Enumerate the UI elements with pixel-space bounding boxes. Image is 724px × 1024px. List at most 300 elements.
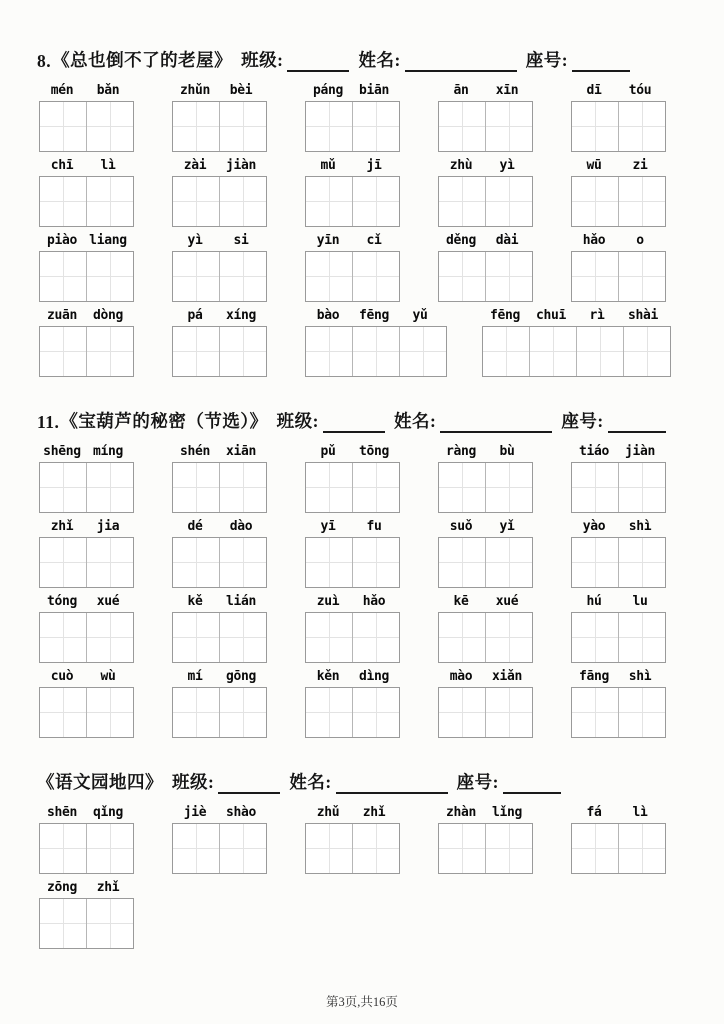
pinyin-label (39, 231, 134, 248)
writing-grid (172, 462, 267, 513)
pinyin-label (172, 592, 267, 609)
name-label: 姓名: (289, 772, 332, 792)
pinyin-syllable: jiàn (624, 444, 656, 459)
grid-cell (87, 327, 133, 376)
pinyin-label (305, 517, 400, 534)
grid-cell (530, 327, 577, 376)
writing-grid (172, 176, 267, 227)
grid-cell (353, 538, 399, 587)
word-item (305, 156, 400, 227)
seat-label: 座号: (525, 50, 569, 70)
grid-cell (173, 327, 220, 376)
pinyin-syllable: rì (589, 308, 605, 323)
grid-cell (353, 177, 399, 226)
pinyin-label (172, 803, 267, 820)
word-item (438, 592, 533, 663)
pinyin-syllable: dé (187, 519, 203, 534)
grid-cell (624, 327, 670, 376)
grid-cell (87, 463, 133, 512)
pinyin-label (39, 667, 134, 684)
pinyin-label (305, 231, 400, 248)
word-item (571, 81, 666, 152)
grid-cell (40, 613, 87, 662)
word-row (0, 81, 724, 156)
grid-cell (439, 613, 486, 662)
pinyin-syllable: yì (499, 158, 515, 173)
pinyin-syllable: jiàn (225, 158, 257, 173)
grid-cell (353, 824, 399, 873)
seat-blank (572, 55, 630, 72)
word-item (172, 306, 267, 377)
page-footer: 第3页,共16页 (326, 995, 398, 1009)
name-blank (405, 55, 517, 72)
writing-grid (571, 823, 666, 874)
grid-cell (619, 102, 665, 151)
word-item (39, 231, 134, 302)
pinyin-syllable: o (636, 233, 644, 248)
pinyin-label (571, 156, 666, 173)
class-blank (323, 416, 385, 433)
pinyin-syllable: piào (46, 233, 78, 248)
pinyin-syllable: yì (187, 233, 203, 248)
pinyin-syllable: tiáo (578, 444, 610, 459)
heading-field (561, 408, 665, 433)
word-row (0, 878, 724, 953)
section-heading (0, 407, 724, 433)
pinyin-label (305, 592, 400, 609)
writing-grid (482, 326, 671, 377)
grid-cell (306, 688, 353, 737)
pinyin-syllable: gōng (225, 669, 257, 684)
grid-cell (306, 252, 353, 301)
writing-grid (571, 612, 666, 663)
pinyin-syllable: wù (100, 669, 116, 684)
grid-cell (87, 824, 133, 873)
pinyin-syllable: lì (632, 805, 648, 820)
pinyin-label (571, 442, 666, 459)
pinyin-label (438, 442, 533, 459)
pinyin-syllable: yīn (316, 233, 340, 248)
pinyin-syllable: qǐng (92, 805, 124, 820)
grid-cell (173, 613, 220, 662)
heading-field (358, 47, 516, 72)
grid-cell (173, 463, 220, 512)
pinyin-syllable: lu (632, 594, 648, 609)
grid-cell (439, 824, 486, 873)
pinyin-label (438, 517, 533, 534)
grid-cell (306, 102, 353, 151)
pinyin-syllable: cǐ (366, 233, 382, 248)
pinyin-label (305, 442, 400, 459)
writing-grid (172, 101, 267, 152)
pinyin-syllable: tóng (46, 594, 78, 609)
pinyin-syllable: tóu (628, 83, 652, 98)
word-item (438, 156, 533, 227)
sections-container (0, 46, 724, 953)
pinyin-label (172, 517, 267, 534)
pinyin-label (39, 156, 134, 173)
pinyin-syllable: zuì (316, 594, 340, 609)
grid-cell (572, 252, 619, 301)
pinyin-syllable: xiǎn (491, 669, 523, 684)
pinyin-syllable: fá (586, 805, 602, 820)
pinyin-syllable: zhǐ (50, 519, 74, 534)
pinyin-label (39, 442, 134, 459)
pinyin-syllable: jī (366, 158, 382, 173)
grid-cell (577, 327, 624, 376)
grid-cell (306, 177, 353, 226)
word-item (571, 667, 666, 738)
pinyin-syllable: zōng (46, 880, 78, 895)
pinyin-label (438, 156, 533, 173)
pinyin-syllable: si (233, 233, 249, 248)
grid-cell (87, 613, 133, 662)
word-item (438, 81, 533, 152)
word-item (571, 231, 666, 302)
writing-grid (305, 101, 400, 152)
writing-grid (571, 462, 666, 513)
grid-cell (353, 613, 399, 662)
pinyin-syllable: lǐng (491, 805, 523, 820)
word-item (305, 592, 400, 663)
grid-cell (220, 102, 266, 151)
word-item (438, 517, 533, 588)
pinyin-syllable: shēng (43, 444, 81, 459)
word-item (39, 81, 134, 152)
worksheet-section (0, 46, 724, 381)
pinyin-syllable: shào (225, 805, 257, 820)
pinyin-syllable: wū (586, 158, 602, 173)
name-label: 姓名: (358, 50, 401, 70)
writing-grid (39, 612, 134, 663)
grid-cell (87, 177, 133, 226)
grid-cell (353, 252, 399, 301)
grid-cell (619, 252, 665, 301)
grid-cell (40, 538, 87, 587)
writing-grid (39, 823, 134, 874)
word-item (172, 667, 267, 738)
section-title: 《宝葫芦的秘密（节选）》 (60, 411, 268, 431)
heading-field (526, 47, 630, 72)
pinyin-syllable: jia (96, 519, 120, 534)
word-item (571, 442, 666, 513)
section-heading (0, 768, 724, 794)
pinyin-syllable: pǔ (320, 444, 336, 459)
pinyin-syllable: zhǐ (362, 805, 386, 820)
grid-cell (306, 613, 353, 662)
pinyin-syllable: dī (586, 83, 602, 98)
word-item (305, 667, 400, 738)
word-item (39, 667, 134, 738)
worksheet-section (0, 768, 724, 953)
word-item (172, 592, 267, 663)
pinyin-syllable: dài (495, 233, 519, 248)
pinyin-syllable: děng (445, 233, 477, 248)
pinyin-label (39, 81, 134, 98)
writing-grid (39, 326, 134, 377)
word-item (39, 442, 134, 513)
pinyin-label (172, 81, 267, 98)
grid-cell (619, 538, 665, 587)
grid-cell (220, 327, 266, 376)
pinyin-label (438, 803, 533, 820)
grid-cell (619, 463, 665, 512)
pinyin-label (39, 517, 134, 534)
pinyin-label (571, 803, 666, 820)
grid-cell (439, 463, 486, 512)
writing-grid (438, 612, 533, 663)
word-item (438, 442, 533, 513)
pinyin-label (438, 592, 533, 609)
writing-grid (39, 462, 134, 513)
grid-cell (483, 327, 530, 376)
pinyin-label (571, 592, 666, 609)
word-item (172, 81, 267, 152)
writing-grid (172, 687, 267, 738)
grid-cell (439, 102, 486, 151)
word-row (0, 803, 724, 878)
word-item (172, 517, 267, 588)
word-item (571, 156, 666, 227)
class-label: 班级: (241, 50, 284, 70)
pinyin-label (172, 442, 267, 459)
writing-grid (438, 823, 533, 874)
word-item (305, 306, 447, 377)
pinyin-label (172, 231, 267, 248)
heading-field (172, 769, 280, 794)
pinyin-syllable: mào (449, 669, 473, 684)
pinyin-label (39, 306, 134, 323)
pinyin-syllable: fu (366, 519, 382, 534)
grid-cell (619, 613, 665, 662)
pinyin-syllable: mí (187, 669, 203, 684)
word-row (0, 667, 724, 742)
writing-grid (305, 823, 400, 874)
class-blank (218, 777, 280, 794)
heading-field (277, 408, 385, 433)
writing-grid (39, 101, 134, 152)
writing-grid (305, 687, 400, 738)
pinyin-label (39, 803, 134, 820)
heading-field (457, 769, 561, 794)
heading-field (241, 47, 349, 72)
word-item (482, 306, 671, 377)
pinyin-syllable: zhǐ (96, 880, 120, 895)
pinyin-label (305, 803, 400, 820)
pinyin-label (305, 667, 400, 684)
writing-grid (571, 687, 666, 738)
pinyin-syllable: ràng (445, 444, 477, 459)
grid-cell (353, 102, 399, 151)
grid-cell (353, 463, 399, 512)
word-item (571, 592, 666, 663)
grid-cell (572, 824, 619, 873)
writing-grid (39, 537, 134, 588)
word-item (172, 442, 267, 513)
grid-cell (353, 688, 399, 737)
pinyin-syllable: hǎo (362, 594, 386, 609)
pinyin-syllable: cuò (50, 669, 74, 684)
class-label: 班级: (172, 772, 215, 792)
grid-cell (439, 252, 486, 301)
grid-cell (173, 102, 220, 151)
pinyin-label (438, 81, 533, 98)
grid-cell (220, 252, 266, 301)
grid-cell (220, 177, 266, 226)
pinyin-label (172, 156, 267, 173)
pinyin-syllable: dìng (358, 669, 390, 684)
grid-cell (486, 613, 532, 662)
grid-cell (306, 538, 353, 587)
writing-grid (438, 176, 533, 227)
pinyin-syllable: suǒ (449, 519, 473, 534)
pinyin-label (438, 667, 533, 684)
grid-cell (572, 688, 619, 737)
writing-grid (172, 326, 267, 377)
name-label: 姓名: (394, 411, 437, 431)
class-blank (287, 55, 349, 72)
grid-cell (173, 824, 220, 873)
pinyin-syllable: zhǔ (316, 805, 340, 820)
pinyin-syllable: fēng (489, 308, 521, 323)
pinyin-syllable: lì (100, 158, 116, 173)
writing-grid (39, 687, 134, 738)
grid-cell (40, 177, 87, 226)
pinyin-syllable: biān (358, 83, 390, 98)
grid-cell (87, 538, 133, 587)
word-item (39, 878, 134, 949)
writing-grid (305, 176, 400, 227)
grid-cell (486, 824, 532, 873)
pinyin-syllable: liang (89, 233, 127, 248)
word-item (39, 306, 134, 377)
grid-cell (306, 824, 353, 873)
pinyin-syllable: zuān (46, 308, 78, 323)
writing-grid (39, 898, 134, 949)
heading-field (394, 408, 552, 433)
writing-grid (305, 462, 400, 513)
word-row (0, 442, 724, 517)
word-row (0, 306, 724, 381)
writing-grid (571, 537, 666, 588)
section-heading (0, 46, 724, 72)
grid-cell (220, 688, 266, 737)
pinyin-syllable: zhàn (445, 805, 477, 820)
pinyin-label (172, 667, 267, 684)
grid-cell (87, 688, 133, 737)
writing-grid (438, 462, 533, 513)
pinyin-syllable: chuī (535, 308, 567, 323)
grid-cell (486, 102, 532, 151)
pinyin-syllable: fēng (358, 308, 390, 323)
grid-cell (306, 327, 353, 376)
seat-label: 座号: (561, 411, 604, 431)
writing-grid (438, 251, 533, 302)
pinyin-syllable: dào (229, 519, 253, 534)
worksheet-section (0, 407, 724, 742)
heading-field (289, 769, 447, 794)
word-item (571, 517, 666, 588)
grid-cell (40, 688, 87, 737)
pinyin-syllable: mén (50, 83, 74, 98)
pinyin-syllable: jiè (183, 805, 207, 820)
grid-cell (220, 613, 266, 662)
pinyin-syllable: pá (187, 308, 203, 323)
writing-grid (172, 251, 267, 302)
word-item (39, 156, 134, 227)
pinyin-syllable: chī (50, 158, 74, 173)
pinyin-syllable: shì (628, 669, 652, 684)
word-row (0, 231, 724, 306)
grid-cell (87, 899, 133, 948)
grid-cell (40, 899, 87, 948)
word-item (39, 592, 134, 663)
pinyin-syllable: mǔ (320, 158, 336, 173)
pinyin-syllable: yǐ (499, 519, 515, 534)
word-item (39, 517, 134, 588)
pinyin-syllable: zi (632, 158, 648, 173)
word-row (0, 592, 724, 667)
word-item (305, 517, 400, 588)
pinyin-syllable: hú (586, 594, 602, 609)
writing-grid (438, 687, 533, 738)
grid-cell (40, 463, 87, 512)
pinyin-syllable: hǎo (582, 233, 606, 248)
word-item (172, 231, 267, 302)
pinyin-syllable: tōng (358, 444, 390, 459)
grid-cell (40, 824, 87, 873)
name-blank (440, 416, 552, 433)
pinyin-syllable: zhǔn (179, 83, 211, 98)
seat-blank (608, 416, 666, 433)
pinyin-syllable: shēn (46, 805, 78, 820)
pinyin-syllable: kěn (316, 669, 340, 684)
word-item (39, 803, 134, 874)
word-item (305, 231, 400, 302)
grid-cell (353, 327, 400, 376)
word-row (0, 517, 724, 592)
grid-cell (173, 177, 220, 226)
pinyin-label (305, 156, 400, 173)
grid-cell (572, 177, 619, 226)
pinyin-syllable: bù (499, 444, 515, 459)
word-item (172, 803, 267, 874)
pinyin-syllable: bǎn (96, 83, 120, 98)
section-title: 《总也倒不了的老屋》 (52, 50, 233, 70)
grid-cell (173, 538, 220, 587)
grid-cell (486, 688, 532, 737)
grid-cell (486, 177, 532, 226)
word-item (571, 803, 666, 874)
pinyin-label (172, 306, 267, 323)
word-item (305, 81, 400, 152)
pinyin-syllable: lián (225, 594, 257, 609)
grid-cell (619, 177, 665, 226)
section-number: 8. (37, 51, 52, 71)
grid-cell (619, 824, 665, 873)
grid-cell (486, 538, 532, 587)
section-number: 11. (37, 412, 60, 432)
grid-cell (306, 463, 353, 512)
writing-grid (172, 612, 267, 663)
grid-cell (486, 252, 532, 301)
writing-grid (438, 101, 533, 152)
class-label: 班级: (276, 411, 319, 431)
pinyin-syllable: yǔ (412, 308, 428, 323)
pinyin-syllable: kě (187, 594, 203, 609)
pinyin-syllable: xiān (225, 444, 257, 459)
pinyin-label (571, 81, 666, 98)
